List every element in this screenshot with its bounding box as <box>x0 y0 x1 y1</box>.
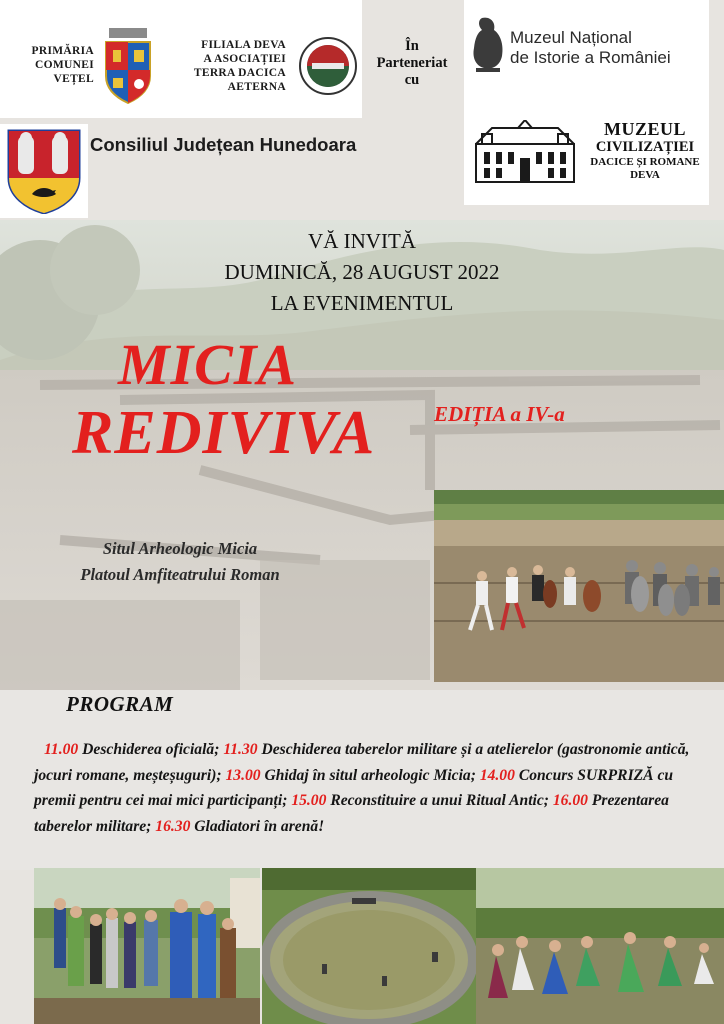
terra-dacica-emblem-icon <box>298 36 358 96</box>
event-title-line2: REDIVIVA <box>72 399 376 467</box>
edition-text: EDIȚIA a IV-a <box>434 402 565 426</box>
partnership-text: În Parteneriat cu <box>376 38 448 88</box>
mnir-name-text: Muzeul Național de Istorie a României <box>510 28 671 67</box>
program-item: 15.00 Reconstituire a unui Ritual Antic; <box>291 792 549 810</box>
program-item: 11.00 Deschiderea oficială; <box>44 741 220 758</box>
consiliul-judetean-text: Consiliul Județean Hunedoara <box>90 134 357 155</box>
amphitheatre-arena-photo <box>262 868 476 1024</box>
program-heading: PROGRAM <box>66 692 174 716</box>
primaria-vetel-text: PRIMĂRIA COMUNEI VEȚEL <box>31 45 94 85</box>
crowd-costumes-photo <box>34 868 260 1024</box>
reenactment-battle-photo <box>434 490 724 682</box>
event-title-line1: MICIA <box>118 332 298 397</box>
program-item: 16.30 Gladiatori în arenă! <box>155 817 325 835</box>
invitation-text: VĂ INVITĂ DUMINICĂ, 28 AUGUST 2022 LA EVENIMENTUL <box>224 229 500 315</box>
program-item: 16.00 Prezentarea taberelor militare; <box>34 792 669 835</box>
hunedoara-coat-of-arms-icon <box>6 128 82 214</box>
program-schedule-text <box>34 737 694 839</box>
mcd-building-logo-icon <box>472 120 578 184</box>
program-item: 11.30 Deschiderea taberelor militare și a atelierelor (gastronomie antică, jocuri romane, meșteșuguri); <box>34 741 690 784</box>
vetel-coat-of-arms-icon <box>103 28 153 104</box>
site-location-text: Situl Arheologic Micia Platoul Amfiteatrului Roman <box>80 539 280 584</box>
mnir-statue-logo-icon <box>470 16 506 72</box>
program-item: 13.00 Ghidaj în situl arheologic Micia; <box>225 766 476 784</box>
filiala-deva-text: FILIALA DEVA A ASOCIAȚIEI TERRA DACICA AETERNA <box>193 39 286 93</box>
program-item: 14.00 Concurs SURPRIZĂ cu premii pentru cei mai mici participanți; <box>34 766 674 810</box>
mcd-name-text: MUZEUL CIVILIZAȚIEI DACICE ȘI ROMANE DEVA <box>590 119 700 181</box>
dancers-ritual-photo <box>476 868 724 1024</box>
